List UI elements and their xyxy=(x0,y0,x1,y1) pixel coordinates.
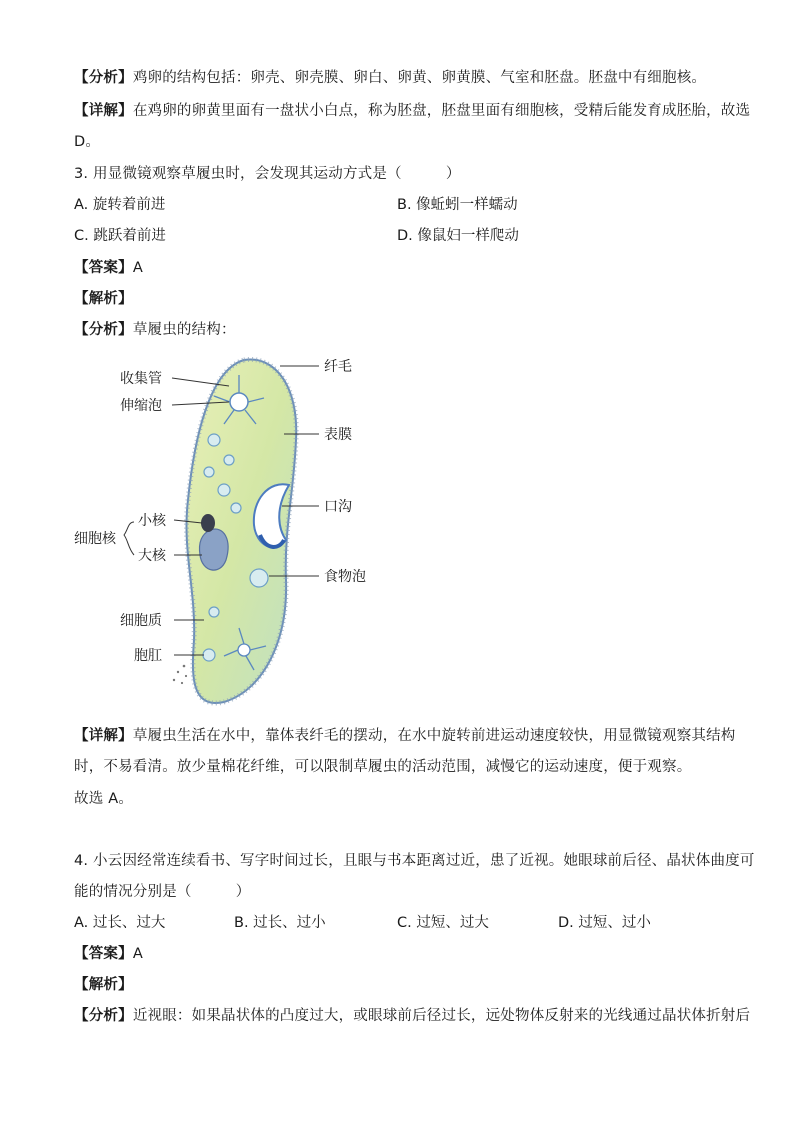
detail-tag: 【详解】 xyxy=(74,728,133,744)
option-letter: D. xyxy=(397,228,413,244)
q2-analysis-line xyxy=(74,66,706,87)
detail-text: 在鸡卵的卵黄里面有一盘状小白点，称为胚盘，胚盘里面有细胞核，受精后能发育成胚胎，故选 xyxy=(132,103,751,119)
label-nucleus: 细胞核 xyxy=(74,531,116,547)
explain-tag: 【解析】 xyxy=(74,291,133,307)
option-text: 过短、过小 xyxy=(578,915,651,931)
micronucleus xyxy=(201,514,215,532)
answer-value: A xyxy=(132,946,143,962)
option-letter: C. xyxy=(74,228,89,244)
q4-stem-line-2: 能的情况分别是（ ） xyxy=(74,884,251,900)
label-pellicle: 表膜 xyxy=(324,427,352,443)
option-text: 像鼠妇一样爬动 xyxy=(417,228,519,244)
anal-pore-dots xyxy=(173,665,187,684)
option-letter: A. xyxy=(74,197,89,213)
q3-option-d[interactable] xyxy=(397,224,519,245)
q4-answer-line xyxy=(74,942,143,963)
q3-option-a[interactable] xyxy=(74,193,165,214)
q4-option-a[interactable] xyxy=(74,911,165,932)
q2-detail-line-2: D。 xyxy=(74,134,101,150)
option-letter: B. xyxy=(397,197,412,213)
q4-analysis-line xyxy=(74,1004,750,1025)
q3-detail-line-1 xyxy=(74,724,736,745)
label-cilia: 纤毛 xyxy=(324,359,352,375)
option-letter: A. xyxy=(74,915,89,931)
option-text: 过长、过大 xyxy=(92,915,166,931)
label-oral-groove: 口沟 xyxy=(324,499,352,515)
q3-analysis-line xyxy=(74,318,236,339)
label-anal-pore: 胞肛 xyxy=(134,648,162,664)
label-food-vacuole: 食物泡 xyxy=(324,569,366,585)
analysis-tag: 【分析】 xyxy=(74,70,133,86)
analysis-text: 草履虫的结构： xyxy=(132,322,236,338)
q4-option-c[interactable] xyxy=(397,911,489,932)
q3-answer-line xyxy=(74,256,143,277)
analysis-tag: 【分析】 xyxy=(74,1008,133,1024)
explain-tag: 【解析】 xyxy=(74,977,133,993)
q3-detail-line-3: 故选 A。 xyxy=(74,791,134,807)
analysis-text: 近视眼：如果晶状体的凸度过大，或眼球前后径过长，远处物体反射来的光线通过晶状体折射后 xyxy=(132,1008,751,1024)
q3-option-c[interactable] xyxy=(74,224,166,245)
q4-stem-line-1: 4. 小云因经常连续看书、写字时间过长，且眼与书本距离过近，患了近视。她眼球前后径、晶状体曲度可 xyxy=(74,853,755,869)
option-letter: C. xyxy=(397,915,412,931)
option-text: 过短、过大 xyxy=(416,915,489,931)
answer-value: A xyxy=(132,260,143,276)
q3-option-b[interactable] xyxy=(397,193,518,214)
answer-tag: 【答案】 xyxy=(74,260,133,276)
q3-detail-line-2: 时，不易看清。放少量棉花纤维，可以限制草履虫的活动范围，减慢它的运动速度，便于观察。 xyxy=(74,759,692,775)
macronucleus xyxy=(199,529,228,570)
option-letter: D. xyxy=(558,915,574,931)
analysis-text: 鸡卵的结构包括：卵壳、卵壳膜、卵白、卵黄、卵黄膜、气室和胚盘。胚盘中有细胞核。 xyxy=(132,70,707,86)
option-text: 过长、过小 xyxy=(253,915,326,931)
q3-stem: 3. 用显微镜观察草履虫时，会发现其运动方式是（ ） xyxy=(74,166,461,182)
label-collecting-canal: 收集管 xyxy=(120,371,162,387)
label-cytoplasm: 细胞质 xyxy=(120,613,162,629)
label-micronucleus: 小核 xyxy=(138,513,166,529)
analysis-tag: 【分析】 xyxy=(74,322,133,338)
option-text: 跳跃着前进 xyxy=(93,228,166,244)
q4-option-d[interactable] xyxy=(558,911,651,932)
label-macronucleus: 大核 xyxy=(138,548,166,564)
detail-tag: 【详解】 xyxy=(74,103,133,119)
option-letter: B. xyxy=(234,915,249,931)
q4-option-b[interactable] xyxy=(234,911,326,932)
paramecium-figure xyxy=(74,350,374,712)
detail-text: 草履虫生活在水中，靠体表纤毛的摆动，在水中旋转前进运动速度较快，用显微镜观察其结构 xyxy=(132,728,736,744)
q4-explain-tag xyxy=(74,973,133,994)
option-text: 像蚯蚓一样蠕动 xyxy=(416,197,518,213)
q3-explain-tag xyxy=(74,287,133,308)
answer-tag: 【答案】 xyxy=(74,946,133,962)
label-contractile-vacuole: 伸缩泡 xyxy=(120,398,162,414)
option-text: 旋转着前进 xyxy=(92,197,166,213)
q2-detail-line xyxy=(74,99,750,120)
